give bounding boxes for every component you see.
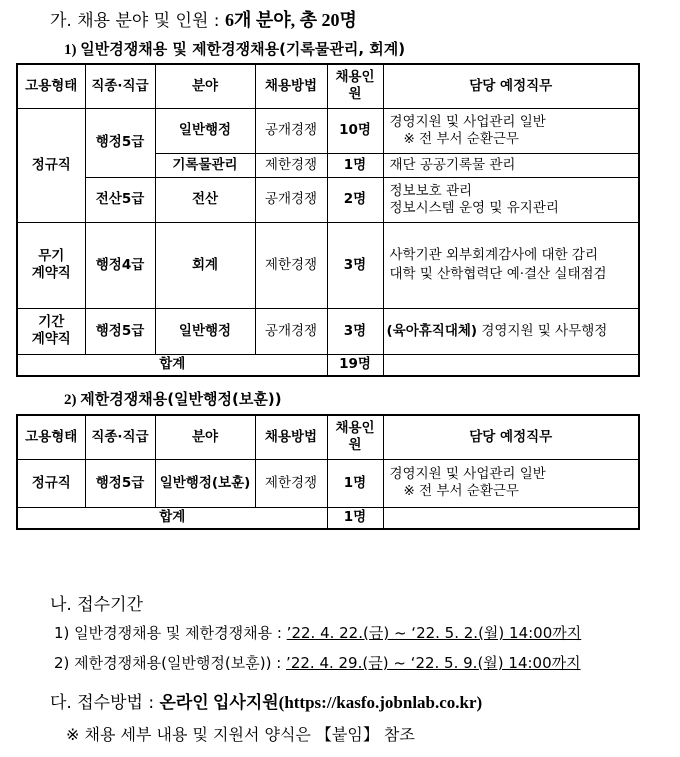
section-ga-title <box>50 6 357 32</box>
total-empty <box>383 354 639 376</box>
duty-note: ※ 전 부서 순환근무 <box>403 130 519 147</box>
duty-cell <box>383 177 639 222</box>
header-count: 채용인원 <box>327 415 383 459</box>
table-row <box>17 222 639 308</box>
recruit-table-2 <box>16 414 640 530</box>
header-duty: 담당 예정직무 <box>383 64 639 108</box>
duty-line: 대학 및 산학협력단 예·결산 실태점검 <box>389 266 607 282</box>
type-line: 계약직 <box>31 265 71 281</box>
header-method: 채용방법 <box>255 415 327 459</box>
count-cell: 3명 <box>327 308 383 354</box>
method-cell: 제한경쟁 <box>255 459 327 507</box>
application-url[interactable]: 온라인 입사지원(https://kasfo.jobnlab.co.kr) <box>159 693 483 712</box>
duty-cell: 재단 공공기록물 관리 <box>383 153 639 177</box>
type-regular: 정규직 <box>17 459 85 507</box>
attachment-note: ※ 채용 세부 내용 및 지원서 양식은 【붙임】 참조 <box>66 725 415 744</box>
duty-line: 경영지원 및 사업관리 일반 <box>389 113 546 130</box>
method-cell: 제한경쟁 <box>255 153 327 177</box>
section-ga-prefix: 가. 채용 분야 및 인원 : <box>50 11 225 31</box>
method-cell: 제한경쟁 <box>255 222 327 308</box>
sub1-num: 1) <box>64 42 81 58</box>
duty-line: 경영지원 및 사무행정 <box>477 322 608 339</box>
header-grade: 직종·직급 <box>85 415 155 459</box>
field-cell: 일반행정 <box>155 108 255 153</box>
method-cell: 공개경쟁 <box>255 308 327 354</box>
duty-cell <box>383 459 639 507</box>
header-grade: 직종·직급 <box>85 64 155 108</box>
grade-cell: 행정5급 <box>85 308 155 354</box>
header-method: 채용방법 <box>255 64 327 108</box>
duty-cell <box>383 108 639 153</box>
method-cell: 공개경쟁 <box>255 177 327 222</box>
sub1-text: 일반경쟁채용 및 제한경쟁채용(기록물관리, 회계) <box>80 40 406 58</box>
duty-line: 사학기관 외부회계감사에 대한 감리 <box>389 247 598 263</box>
field-cell: 전산 <box>155 177 255 222</box>
duty-line: 경영지원 및 사업관리 일반 <box>389 466 546 482</box>
period-line-2 <box>54 652 581 673</box>
table-row <box>17 308 639 354</box>
recruit-table-1 <box>16 63 640 377</box>
period-1-prefix: 1) 일반경쟁채용 및 제한경쟁채용 : <box>54 624 287 642</box>
type-fixed-term <box>17 308 85 354</box>
duty-line: 정보보호 관리 <box>389 182 473 199</box>
field-cell: 일반행정(보훈) <box>155 459 255 507</box>
header-employment-type: 고용형태 <box>17 415 85 459</box>
field-cell: 일반행정 <box>155 308 255 354</box>
table2-total-row <box>17 507 639 529</box>
duty-note: ※ 전 부서 순환근무 <box>403 483 519 499</box>
field-cell: 기록물관리 <box>155 153 255 177</box>
table-row <box>17 459 639 507</box>
period-1-dates: ’22. 4. 22.(금) ~ ‘22. 5. 2.(월) 14:00까지 <box>286 624 582 642</box>
total-label: 합계 <box>17 354 327 376</box>
section-da-prefix: 다. 접수방법 : <box>50 693 160 713</box>
grade-cell: 행정5급 <box>85 459 155 507</box>
header-employment-type: 고용형태 <box>17 64 85 108</box>
period-2-prefix: 2) 제한경쟁채용(일반행정(보훈)) : <box>54 654 287 672</box>
period-2-dates: ’22. 4. 29.(금) ~ ‘22. 5. 9.(월) 14:00까지 <box>286 654 581 672</box>
duty-line: 정보시스템 운영 및 유지관리 <box>389 199 559 216</box>
grade-cell: 행정5급 <box>85 108 155 177</box>
type-line: 계약직 <box>31 331 71 347</box>
count-cell: 10명 <box>327 108 383 153</box>
method-cell: 공개경쟁 <box>255 108 327 153</box>
total-value: 19명 <box>327 354 383 376</box>
duty-cell <box>383 308 639 354</box>
sub2-heading <box>64 388 282 409</box>
section-da-title <box>50 688 482 713</box>
count-cell: 1명 <box>327 459 383 507</box>
table1-total-row <box>17 354 639 376</box>
table-row <box>17 108 639 153</box>
table-row <box>17 177 639 222</box>
header-field: 분야 <box>155 415 255 459</box>
table1-header-row <box>17 64 639 108</box>
count-cell: 1명 <box>327 153 383 177</box>
sub1-heading <box>64 38 405 59</box>
type-regular: 정규직 <box>17 108 85 222</box>
grade-cell: 행정4급 <box>85 222 155 308</box>
field-cell: 회계 <box>155 222 255 308</box>
section-na-title: 나. 접수기간 <box>50 595 143 615</box>
type-indefinite <box>17 222 85 308</box>
sub2-num: 2) <box>64 392 81 408</box>
total-label: 합계 <box>17 507 327 529</box>
type-line: 무기 <box>38 248 65 264</box>
header-duty: 담당 예정직무 <box>383 415 639 459</box>
count-cell: 2명 <box>327 177 383 222</box>
total-empty <box>383 507 639 529</box>
header-field: 분야 <box>155 64 255 108</box>
type-line: 기간 <box>38 314 65 330</box>
count-cell: 3명 <box>327 222 383 308</box>
period-line-1 <box>54 622 581 643</box>
duty-bold: (육아휴직대체) <box>386 322 478 339</box>
section-ga-bold: 6개 분야, 총 20명 <box>224 10 357 30</box>
header-count: 채용인원 <box>327 64 383 108</box>
sub2-text: 제한경쟁채용(일반행정(보훈)) <box>80 390 282 408</box>
duty-cell <box>383 222 639 308</box>
grade-cell: 전산5급 <box>85 177 155 222</box>
total-value: 1명 <box>327 507 383 529</box>
table2-header-row <box>17 415 639 459</box>
